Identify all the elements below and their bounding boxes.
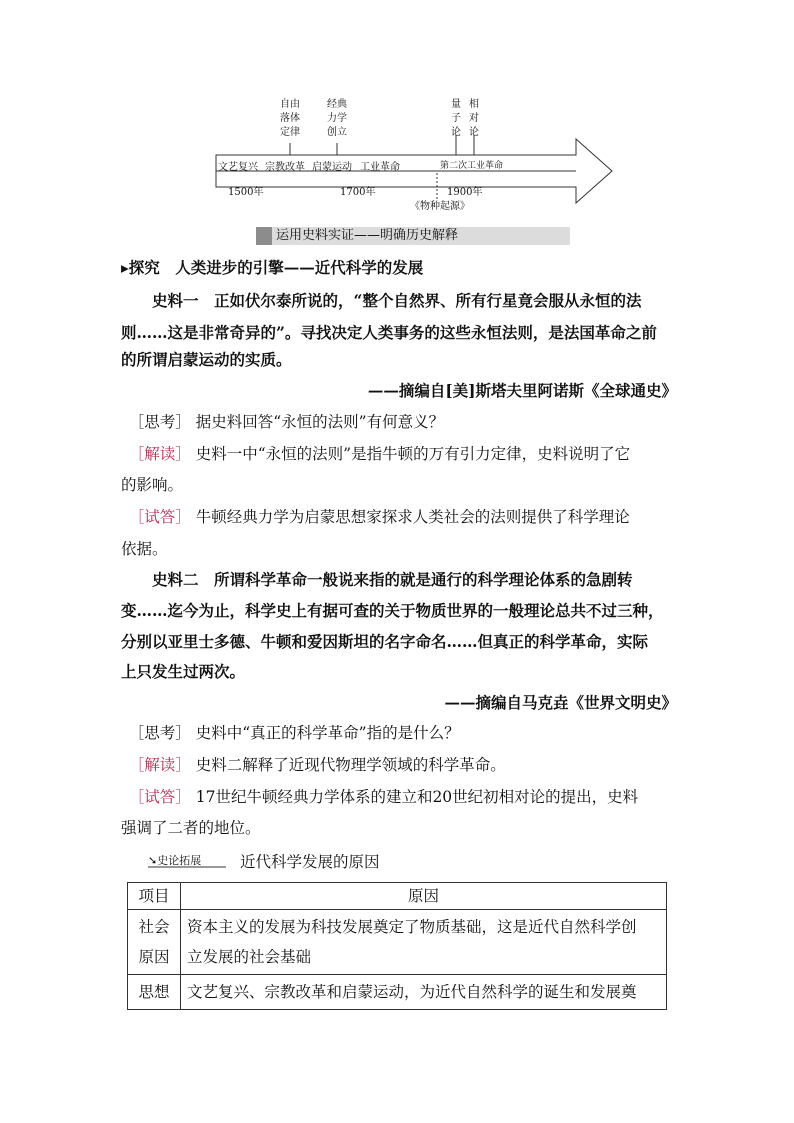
read-tag: ［解读］ <box>136 445 191 463</box>
timeline-marker-free-fall: 自由 落体 定律 <box>280 99 300 138</box>
timeline-era-enlightenment: 启蒙运动 <box>312 162 352 173</box>
inquiry-prefix: ▸探究 <box>121 258 160 277</box>
table-header-reason: 原因 <box>181 883 667 910</box>
table-row <box>128 975 667 1010</box>
timeline-year-1900: 1900年 <box>447 187 483 198</box>
table-header-item: 项目 <box>128 883 181 910</box>
inquiry-heading <box>121 257 677 279</box>
material-1-label: 史料一 <box>152 291 199 310</box>
material-1-line-2: 则……这是非常奇异的”。寻找决定人类事务的这些永恒法则，是法国革命之前 <box>121 323 657 342</box>
timeline-origin-of-species: 《物种起源》 <box>410 201 470 212</box>
material-1-answer: ［试答］ 牛顿经典力学为启蒙思想家探求人类社会的法则提供了科学理论 <box>136 508 630 526</box>
banner-block <box>256 227 272 245</box>
material-1-read: ［解读］ 史料一中“永恒的法则”是指牛顿的万有引力定律，史料说明了它 <box>136 445 631 463</box>
timeline-marker-relativity: 相 对 论 <box>469 99 479 138</box>
timeline-era-reformation: 宗教改革 <box>265 162 305 173</box>
read-tag: ［解读］ <box>136 756 191 774</box>
think-tag: ［思考］ <box>136 724 191 742</box>
inquiry-title: 人类进步的引擎——近代科学的发展 <box>175 258 424 277</box>
material-2-think: ［思考］ 史料中“真正的科学革命”指的是什么？ <box>136 724 460 742</box>
table-cell-reason: 资本主义的发展为科技发展奠定了物质基础，这是近代自然科学创 立发展的社会基础 <box>181 910 667 975</box>
timeline-era-renaissance: 文艺复兴 <box>218 162 258 173</box>
table-header-row <box>128 883 667 910</box>
material-2-line-2: 变……迄今为止，科学史上有据可查的关于物质世界的一般理论总共不过三种， <box>121 601 664 620</box>
extension-tag: ➘史论拓展 <box>148 854 202 867</box>
answer-tag: ［试答］ <box>136 508 191 526</box>
table-row <box>128 910 667 975</box>
extension-tag-underline <box>148 866 226 869</box>
table-cell-reason: 文艺复兴、宗教改革和启蒙运动，为近代自然科学的诞生和发展奠 <box>181 975 667 1010</box>
extension-title: 近代科学发展的原因 <box>240 853 380 871</box>
material-1-line-3: 的所谓启蒙运动的实质。 <box>121 350 292 369</box>
timeline-marker-classical-mechanics: 经典 力学 创立 <box>327 99 347 138</box>
material-1-line-1: 史料一 正如伏尔泰所说的，“整个自然界、所有行星竟会服从永恒的法 <box>152 291 642 310</box>
material-2-label: 史料二 <box>152 570 199 589</box>
banner-text: 运用史料实证——明确历史解释 <box>276 228 459 243</box>
material-2-line-4: 上只发生过两次。 <box>121 662 246 681</box>
timeline-era-industrial: 工业革命 <box>360 162 400 173</box>
material-2-line-3: 分别以亚里士多德、牛顿和爱因斯坦的名字命名……但真正的科学革命，实际 <box>121 632 649 651</box>
material-2-answer-cont: 强调了二者的地位。 <box>121 819 261 837</box>
material-1-answer-cont: 依据。 <box>121 540 168 558</box>
material-1-think: ［思考］ 据史料回答“永恒的法则”有何意义？ <box>136 413 445 431</box>
reasons-table <box>127 882 667 1010</box>
material-2-answer: ［试答］ 17世纪牛顿经典力学体系的建立和20世纪初相对论的提出，史料 <box>136 788 639 806</box>
answer-tag: ［试答］ <box>136 788 191 806</box>
material-1-source: ——摘编自[美]斯塔夫里阿诺斯《全球通史》 <box>367 381 677 400</box>
timeline-era-second-industrial: 第二次工业革命 <box>440 161 504 171</box>
table-cell-item: 社会 原因 <box>128 910 181 975</box>
material-2-source: ——摘编自马克垚《世界文明史》 <box>444 693 677 712</box>
material-2-line-1: 史料二 所谓科学革命一般说来指的就是通行的科学理论体系的急剧转 <box>152 570 633 589</box>
arrow-icon: ➘ <box>148 854 158 867</box>
timeline-year-1500: 1500年 <box>228 187 264 198</box>
timeline-marker-quantum: 量 子 论 <box>451 99 461 138</box>
table-cell-item: 思想 <box>128 975 181 1010</box>
think-tag: ［思考］ <box>136 413 191 431</box>
material-1-read-cont: 的影响。 <box>121 476 184 494</box>
section-banner <box>256 227 570 245</box>
timeline-year-1700: 1700年 <box>340 187 376 198</box>
material-2-read: ［解读］ 史料二解释了近现代物理学领域的科学革命。 <box>136 756 506 774</box>
